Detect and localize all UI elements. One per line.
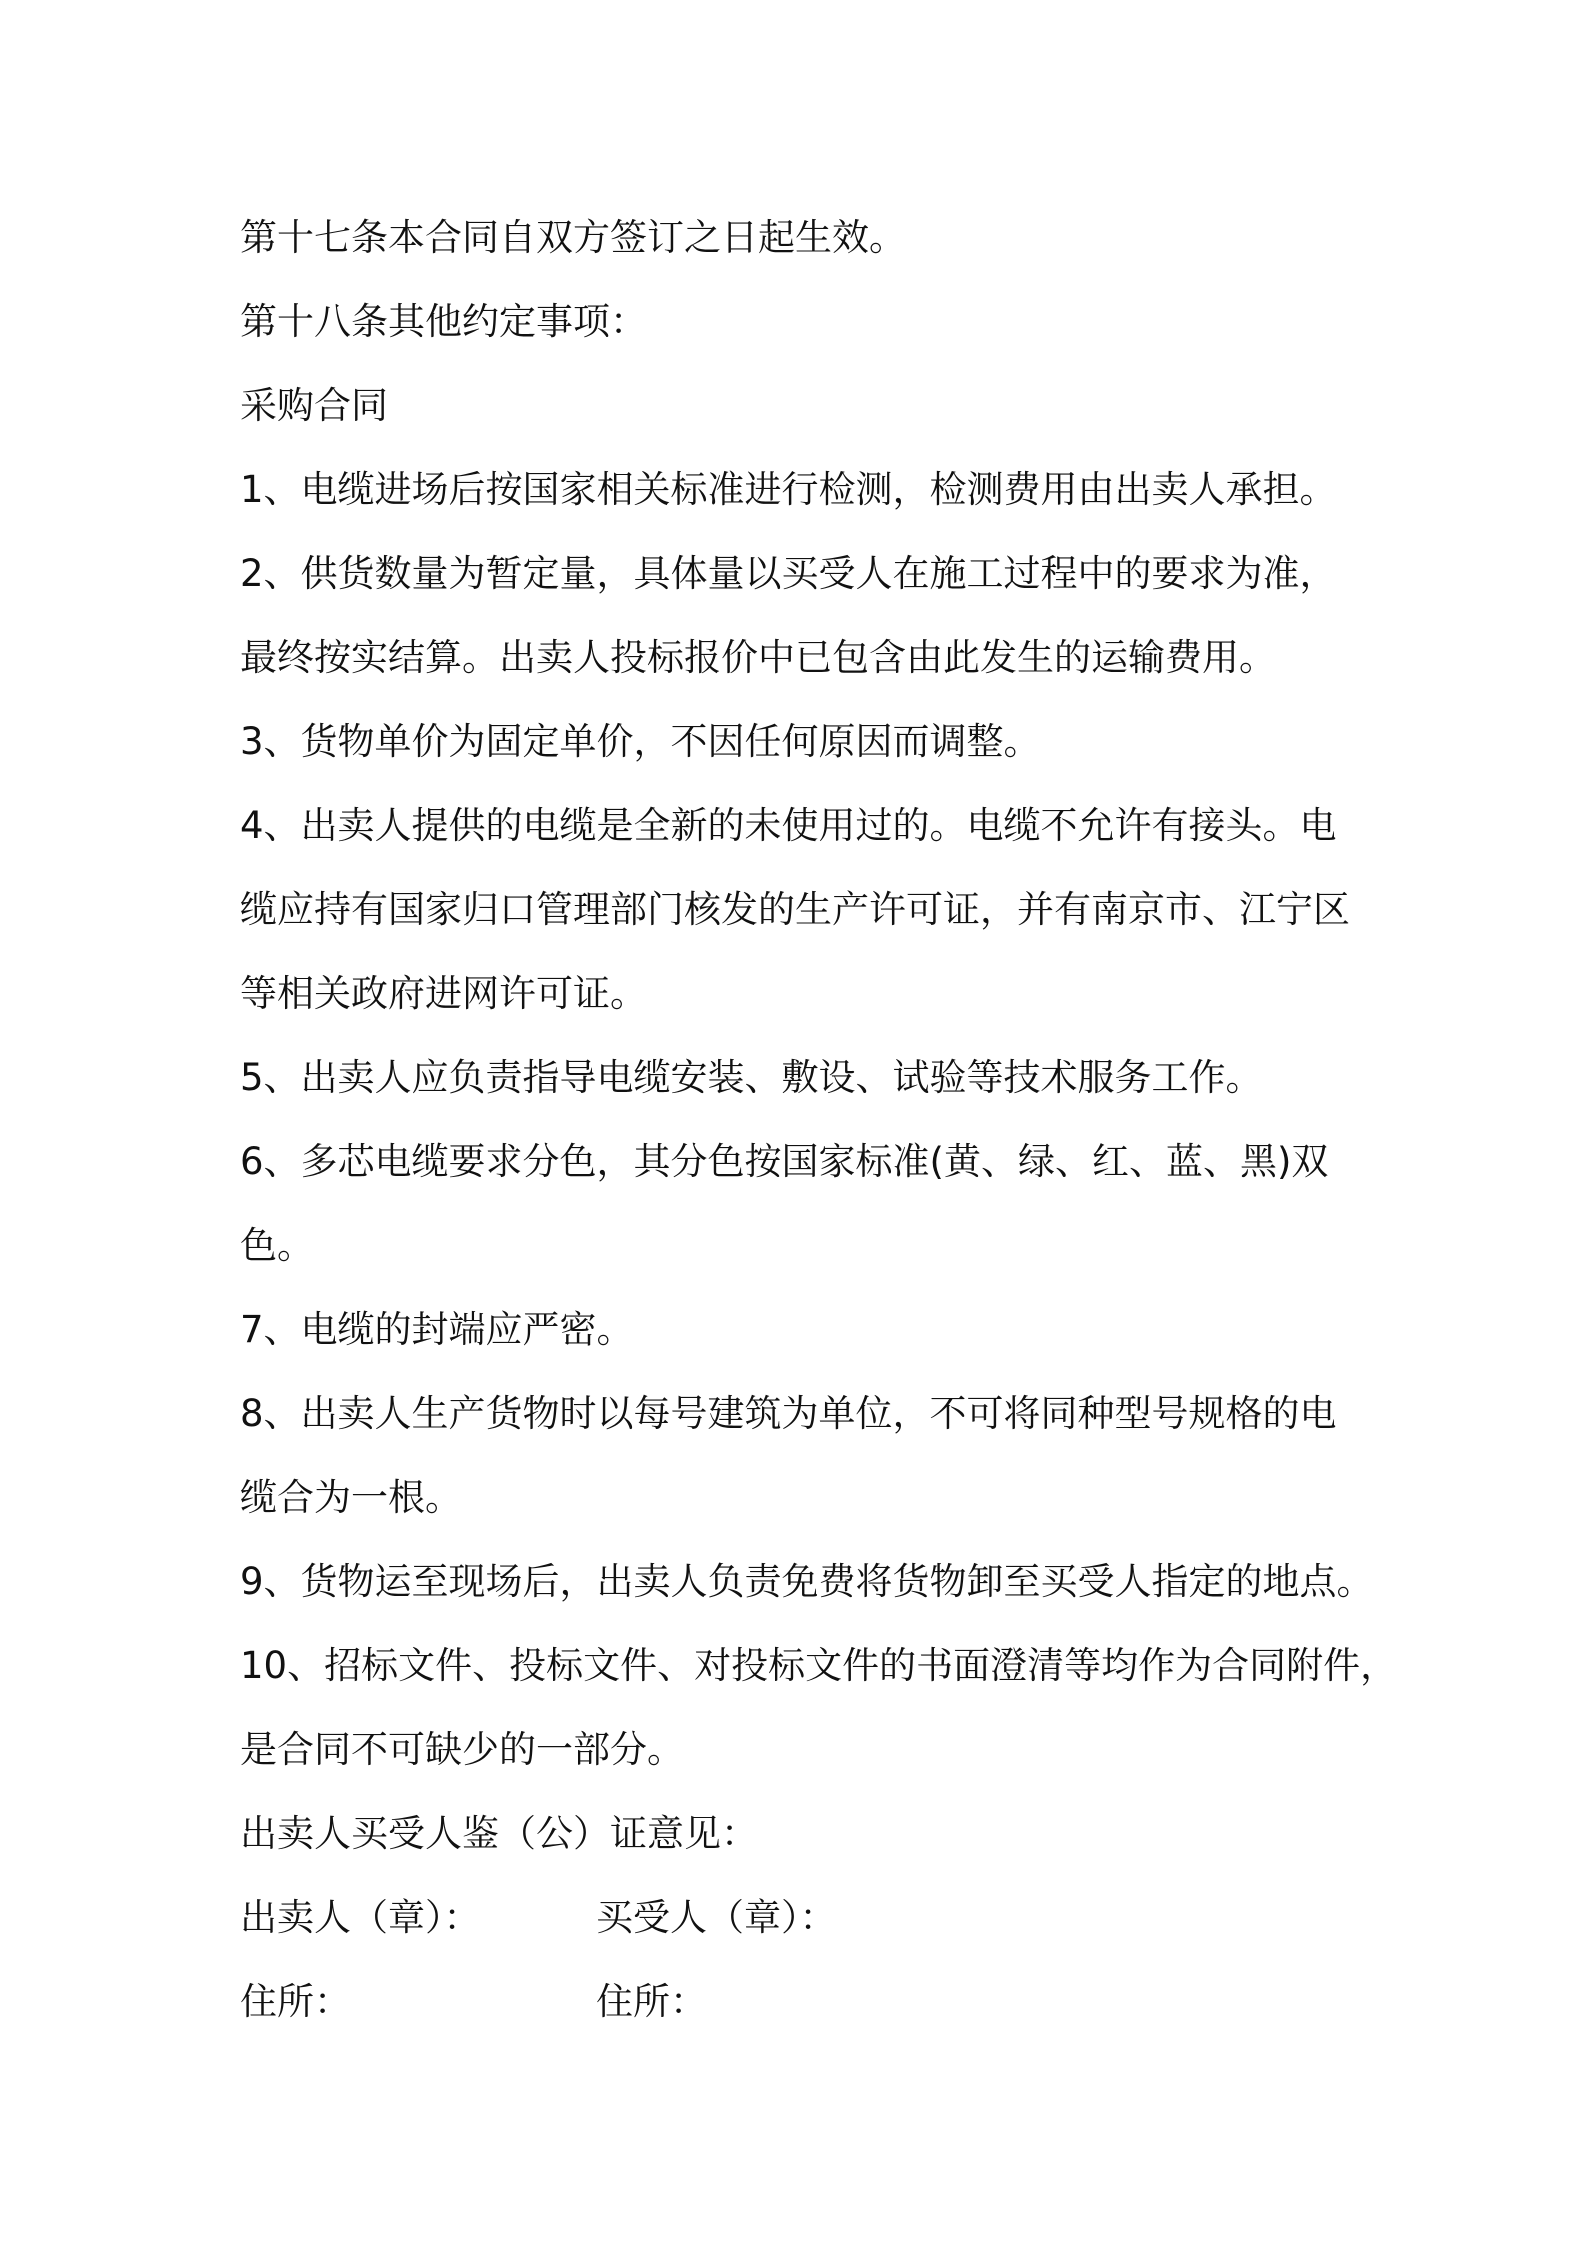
notary-opinion: 出卖人买受人鉴（公）证意见： — [240, 1812, 758, 1855]
section-title: 采购合同 — [240, 384, 388, 427]
seller-address-label: 住所： — [240, 1980, 351, 2023]
item-8-line-2: 缆合为一根。 — [240, 1476, 462, 1519]
item-5: 5、出卖人应负责指导电缆安装、敷设、试验等技术服务工作。 — [240, 1056, 1263, 1099]
item-4-line-1: 4、出卖人提供的电缆是全新的未使用过的。电缆不允许有接头。电 — [240, 804, 1337, 847]
buyer-seal-label: 买受人（章）： — [596, 1896, 837, 1939]
item-4-line-2: 缆应持有国家归口管理部门核发的生产许可证，并有南京市、江宁区 — [240, 888, 1350, 931]
item-2-line-1: 2、供货数量为暂定量，具体量以买受人在施工过程中的要求为准， — [240, 552, 1337, 595]
item-10-line-2: 是合同不可缺少的一部分。 — [240, 1728, 684, 1771]
clause-18: 第十八条其他约定事项： — [240, 300, 647, 343]
seal-row — [240, 1876, 1370, 1960]
item-7: 7、电缆的封端应严密。 — [240, 1308, 634, 1351]
item-2-line-2: 最终按实结算。出卖人投标报价中已包含由此发生的运输费用。 — [240, 636, 1276, 679]
item-9: 9、货物运至现场后，出卖人负责免费将货物卸至买受人指定的地点。 — [240, 1560, 1374, 1603]
item-4-line-3: 等相关政府进网许可证。 — [240, 972, 647, 1015]
item-8-line-1: 8、出卖人生产货物时以每号建筑为单位，不可将同种型号规格的电 — [240, 1392, 1337, 1435]
buyer-address-label: 住所： — [596, 1980, 707, 2023]
item-1: 1、电缆进场后按国家相关标准进行检测，检测费用由出卖人承担。 — [240, 468, 1337, 511]
item-6-line-2: 色。 — [240, 1224, 314, 1267]
clause-17: 第十七条本合同自双方签订之日起生效。 — [240, 216, 906, 259]
address-row — [240, 1960, 1370, 2044]
contract-text — [240, 196, 1398, 2044]
item-3: 3、货物单价为固定单价，不因任何原因而调整。 — [240, 720, 1041, 763]
item-6-line-1: 6、多芯电缆要求分色，其分色按国家标准(黄、绿、红、蓝、黑)双 — [240, 1140, 1329, 1183]
item-10-line-1: 10、招标文件、投标文件、对投标文件的书面澄清等均作为合同附件， — [240, 1644, 1398, 1687]
seller-seal-label: 出卖人（章）： — [240, 1896, 481, 1939]
